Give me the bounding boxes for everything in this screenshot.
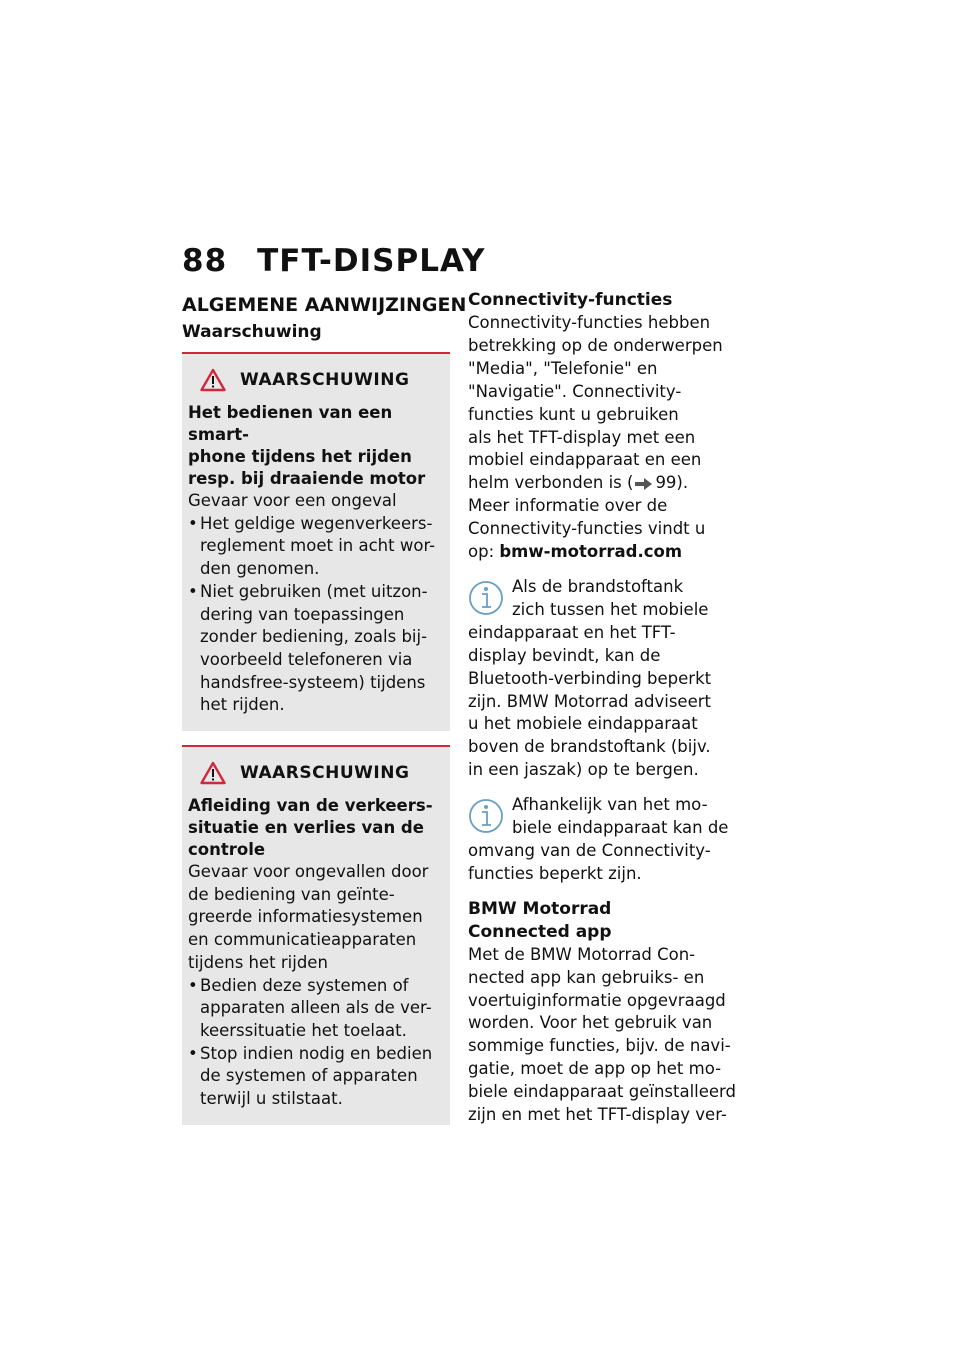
text-line: "Navigatie". Connectivity- — [468, 381, 682, 401]
warning-heading-line: Afleiding van de verkeers- — [188, 796, 433, 816]
text-line: biele eindapparaat kan de — [512, 818, 729, 838]
website-link[interactable]: bmw-motorrad.com — [499, 542, 683, 562]
bullet-line: zonder bediening, zoals bij- — [200, 627, 428, 647]
text-line: eindapparaat en het TFT- — [468, 622, 676, 642]
text-line: in een jaszak) op te bergen. — [468, 760, 699, 780]
info-note-2 — [468, 794, 748, 886]
text-line: de bediening van geïnte- — [188, 884, 395, 904]
text-line: functies beperkt zijn. — [468, 863, 642, 883]
list-item — [188, 1043, 442, 1111]
bullet-line: den genomen. — [200, 559, 320, 579]
warning-bullets — [188, 513, 442, 717]
text-fragment: op: — [468, 542, 500, 562]
page-title: TFT-DISPLAY — [257, 243, 486, 279]
text-line: Bluetooth-verbinding beperkt — [468, 668, 712, 688]
text-line: Connectivity-functies vindt u — [468, 519, 706, 539]
warning-heading-line: resp. bij draaiende motor — [188, 469, 426, 488]
text-line: tijdens het rijden — [188, 952, 328, 972]
warning-heading-line: controle — [188, 840, 266, 860]
list-item — [188, 581, 442, 717]
text-line: u het mobiele eindapparaat — [468, 714, 698, 734]
subsection-title: Waarschuwing — [182, 322, 322, 342]
bullet-line: handsfree-systeem) tijdens — [200, 672, 426, 692]
warning-text — [188, 861, 442, 975]
text-line: greerde informatiesystemen — [188, 907, 423, 927]
warning-box-1 — [182, 352, 450, 731]
warning-heading-line: situatie en verlies van de — [188, 818, 424, 838]
warning-text: Gevaar voor een ongeval — [188, 491, 397, 510]
bullet-line: het rijden. — [200, 695, 285, 715]
text-line: Afhankelijk van het mo- — [512, 795, 708, 815]
warning-bullets — [188, 975, 442, 1111]
warning-heading — [188, 795, 442, 861]
warning-heading-line: Het bedienen van een smart- — [188, 403, 393, 444]
page-number: 88 — [182, 243, 228, 279]
list-item — [188, 975, 442, 1043]
text-line: Als de brandstoftank — [512, 576, 684, 596]
connectivity-paragraph — [468, 312, 748, 564]
warning-header — [200, 368, 442, 392]
bullet-line: terwijl u stilstaat. — [200, 1089, 343, 1109]
warning-triangle-icon — [200, 761, 226, 785]
text-line: en communicatieapparaten — [188, 930, 417, 950]
text-line: betrekking op de onderwerpen — [468, 335, 723, 355]
text-line: Connectivity-functies hebben — [468, 313, 711, 332]
bullet-line: reglement moet in acht wor- — [200, 536, 436, 556]
text-line: gatie, moet de app op het mo- — [468, 1059, 722, 1079]
app-title — [468, 898, 748, 944]
bullet-line: keerssituatie het toelaat. — [200, 1020, 407, 1040]
title-line: BMW Motorrad — [468, 898, 612, 919]
text-line: nected app kan gebruiks- en — [468, 967, 705, 987]
app-paragraph — [468, 944, 748, 1127]
text-line: zich tussen het mobiele — [512, 599, 709, 619]
page-reference[interactable]: 99). — [655, 473, 689, 493]
title-line: Connected app — [468, 921, 612, 942]
bullet-line: de systemen of apparaten — [200, 1066, 418, 1086]
bullet-line: • Bedien deze systemen of — [200, 975, 409, 995]
text-line: sommige functies, bijv. de navi- — [468, 1036, 731, 1056]
connectivity-title: Connectivity-functies — [468, 290, 673, 310]
warning-heading-line: phone tijdens het rijden — [188, 447, 412, 466]
text-line: omvang van de Connectivity- — [468, 840, 711, 860]
text-line: functies kunt u gebruiken — [468, 404, 679, 424]
info-note-1 — [468, 576, 748, 782]
bullet-line: • Niet gebruiken (met uitzon- — [200, 581, 428, 601]
bullet-line: apparaten alleen als de ver- — [200, 998, 432, 1018]
text-line: voertuiginformatie opgevraagd — [468, 990, 726, 1010]
text-line: boven de brandstoftank (bijv. — [468, 737, 711, 757]
info-icon — [468, 578, 504, 616]
text-line: zijn. BMW Motorrad adviseert — [468, 691, 711, 711]
text-line: zijn en met het TFT-display ver- — [468, 1105, 727, 1125]
text-line: Meer informatie over de — [468, 496, 668, 516]
warning-triangle-icon — [200, 368, 226, 392]
info-icon — [468, 796, 504, 834]
text-line: mobiel eindapparaat en een — [468, 450, 702, 470]
warning-box-2 — [182, 745, 450, 1125]
link-line — [468, 541, 748, 564]
reference-arrow-icon[interactable] — [635, 478, 653, 490]
text-line: worden. Voor het gebruik van — [468, 1013, 713, 1033]
bullet-line: • Het geldige wegenverkeers- — [200, 513, 433, 533]
list-item — [188, 513, 442, 581]
warning-label: WAARSCHUWING — [240, 370, 410, 390]
text-line: "Media", "Telefonie" en — [468, 358, 658, 378]
page-reference-line — [468, 472, 748, 495]
text-fragment: helm verbonden is ( — [468, 473, 634, 493]
warning-heading — [188, 402, 442, 490]
warning-header — [200, 761, 442, 785]
warning-label: WAARSCHUWING — [240, 763, 410, 784]
right-column — [468, 289, 748, 1127]
left-column — [182, 294, 467, 1139]
bullet-line: dering van toepassingen — [200, 604, 405, 624]
text-line: display bevindt, kan de — [468, 645, 661, 665]
text-line: biele eindapparaat geïnstalleerd — [468, 1082, 737, 1102]
bullet-line: • Stop indien nodig en bedien — [200, 1043, 433, 1063]
section-title: ALGEMENE AANWIJZINGEN — [182, 294, 467, 316]
text-line: Met de BMW Motorrad Con- — [468, 944, 696, 964]
page-header — [182, 243, 485, 279]
text-line: als het TFT-display met een — [468, 427, 696, 447]
text-line: Gevaar voor ongevallen door — [188, 862, 429, 882]
bullet-line: voorbeeld telefoneren via — [200, 649, 413, 669]
